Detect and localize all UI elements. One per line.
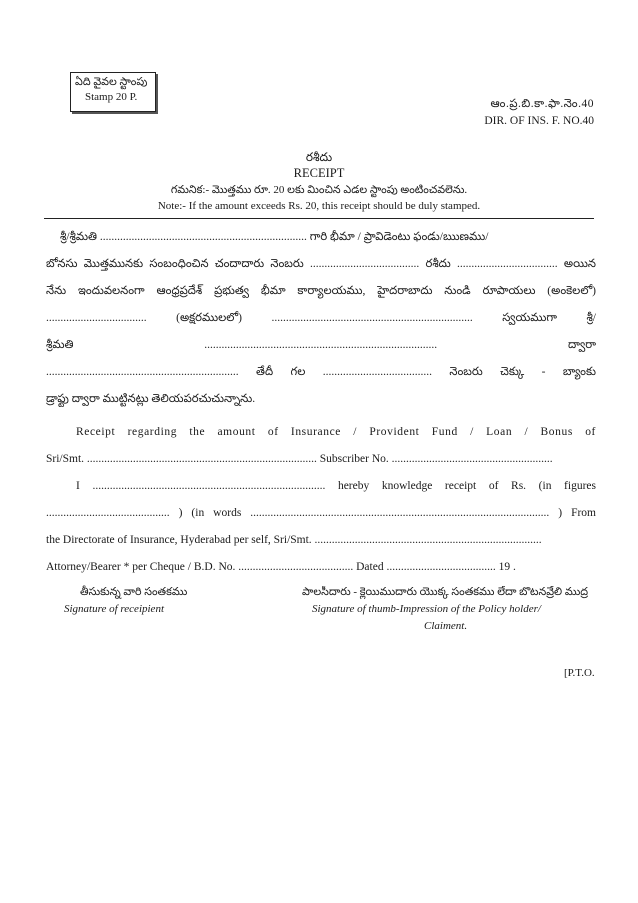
signature-right-telugu: పాలసీదారు - క్లెయిముదారు యొక్క సంతకము లేదా బొటనవ్రేలి ముద్ర — [302, 586, 589, 598]
english-paragraph — [46, 426, 596, 576]
english-line: Sri/Smt. ................................................................................ Subscriber No. ........................................................ — [46, 453, 553, 465]
form-number — [484, 96, 594, 130]
stamp-label-telugu: ఏది వైవల స్టాంపు — [75, 76, 148, 88]
telugu-line: శ్రీ/శ్రీమతి ........................................................................ గారి భీమా / ప్రావిడెంటు ఫండు/ఋణము/ — [60, 231, 489, 243]
note-english: Note:- If the amount exceeds Rs. 20, this receipt should be duly stamped. — [157, 200, 481, 212]
english-line: Attorney/Bearer * per Cheque / B.D. No. ........................................ Dated ...................................... 19 . — [46, 561, 516, 573]
telugu-paragraph — [46, 230, 596, 420]
form-number-english: DIR. OF INS. F. NO.40 — [484, 115, 594, 127]
signature-right-english-2: Claiment. — [424, 620, 468, 632]
telugu-line: నేను ఇందువలనంగా ఆంధ్రప్రదేశ్ ప్రభుత్వ భీమా కార్యాలయము, హైదరాబాదు నుండి రూపాయలు (అంకెలలో) — [46, 285, 596, 297]
stamp-label-english: Stamp 20 P. — [85, 91, 138, 103]
telugu-line: బోనసు మొత్తమునకు సంబంధించిన చందాదారు నెంబరు ...................................... రశీదు ................................... అయిన — [46, 258, 596, 270]
stamp-box — [70, 72, 156, 112]
heading-telugu: రశీదు — [305, 150, 333, 164]
english-line: ........................................... ) (in words ........................................................................................................ ) From — [46, 507, 596, 519]
pto-label: [P.T.O. — [564, 667, 595, 679]
signature-left-english: Signature of receipient — [64, 603, 164, 615]
english-line: the Directorate of Insurance, Hyderabad per self, Sri/Smt. ............................................................................... — [46, 534, 542, 546]
signature-right-english: Signature of thumb-Impression of the Policy holder/ — [312, 603, 541, 615]
page-title: RECEIPT — [293, 166, 345, 180]
telugu-line: ................................................................... తేదీ గల ...................................... నెంబరు చెక్కు - బ్యాంకు — [46, 366, 596, 378]
telugu-line: ................................... (అక్షరములలో) ...................................................................... స్వయముగా శ్రీ/ — [46, 312, 596, 324]
form-number-telugu: ఆం.ప్ర.బి.కా.ఫా.నెం.40 — [490, 98, 594, 110]
divider — [44, 218, 594, 219]
english-line: I ................................................................................. hereby knowledge receipt of Rs. (in figures — [76, 480, 596, 492]
english-line: Receipt regarding the amount of Insurance / Provident Fund / Loan / Bonus of — [76, 426, 596, 438]
note-telugu: గమనిక:- మొత్తము రూ. 20 లకు మించిన ఎడల స్టాంపు అంటించవలెను. — [170, 184, 468, 196]
telugu-line: డ్రాఫ్టు ద్వారా ముట్టినట్లు తెలియపరచుచున్నాను. — [46, 393, 256, 405]
telugu-line: శ్రీమతి ................................................................................. ద్వారా — [46, 339, 596, 351]
signature-left-telugu: తీసుకున్న వారి సంతకము — [80, 586, 188, 598]
